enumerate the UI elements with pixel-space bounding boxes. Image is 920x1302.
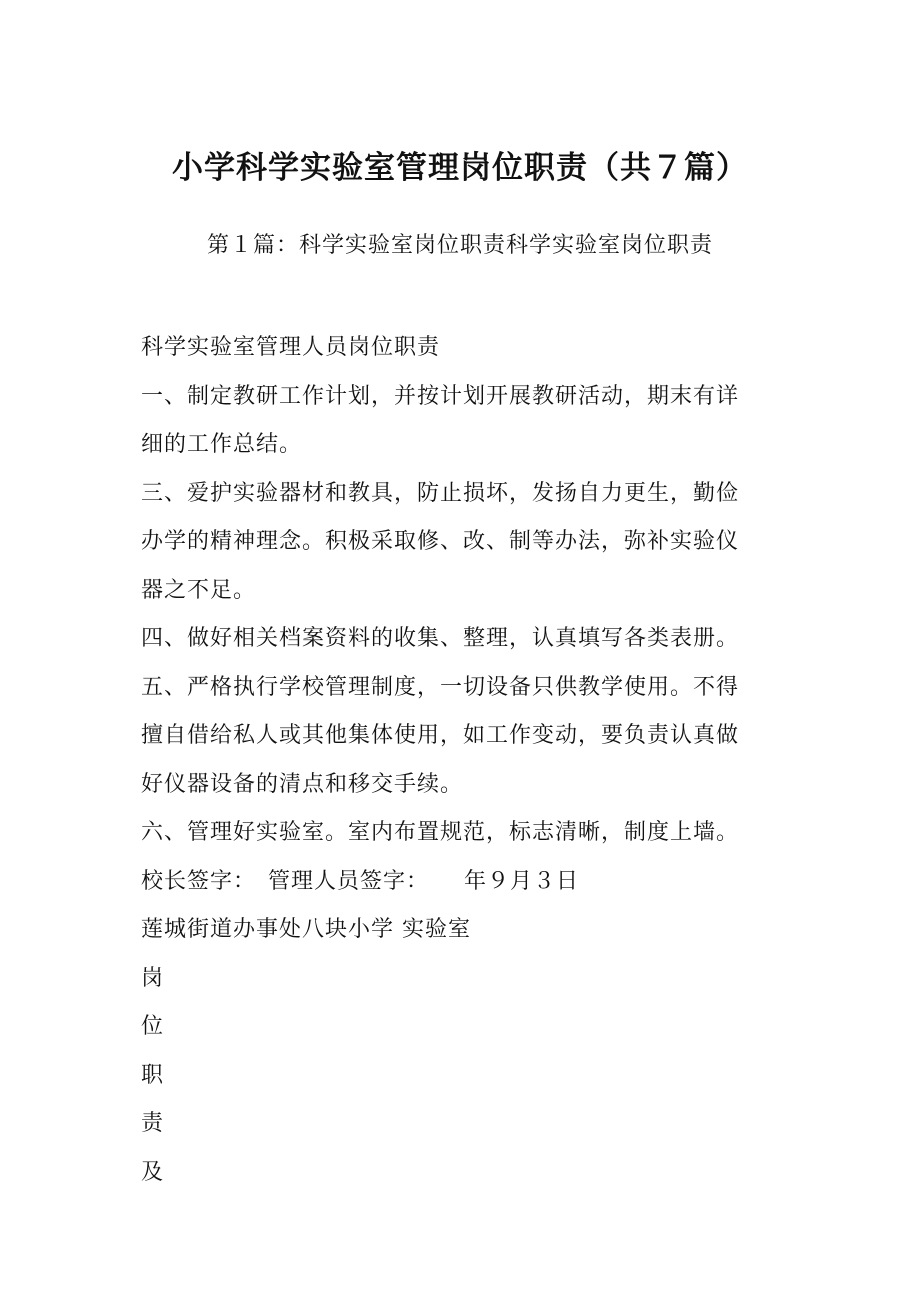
body-line: 器之不足。	[141, 577, 257, 603]
body-line: 三、爱护实验器材和教具，防止损坏，发扬自力更生，勤俭	[141, 480, 740, 506]
body-line: 六、管理好实验室。室内布置规范，标志清晰，制度上墙。	[141, 820, 740, 845]
body-line: 四、做好相关档案资料的收集、整理，认真填写各类表册。	[141, 626, 740, 651]
vertical-char: 岗	[141, 965, 165, 991]
document-title: 小学科学实验室管理岗位职责（共７篇）	[172, 150, 748, 186]
vertical-char: 职	[141, 1062, 165, 1088]
document-body	[141, 324, 801, 1197]
vertical-char: 责	[141, 1111, 165, 1136]
body-line: 办学的精神理念。积极采取修、改、制等办法，弥补实验仪	[141, 529, 740, 554]
body-line: 好仪器设备的清点和移交手续。	[141, 771, 464, 797]
body-line: 五、严格执行学校管理制度，一切设备只供教学使用。不得	[141, 674, 740, 700]
vertical-char: 位	[141, 1014, 165, 1039]
body-line: 科学实验室管理人员岗位职责	[141, 335, 441, 360]
body-line: 细的工作总结。	[141, 432, 303, 457]
body-line: 一、制定教研工作计划，并按计划开展教研活动，期末有详	[141, 383, 740, 409]
school-line: 莲城街道办事处八块小学 实验室	[141, 917, 471, 942]
signature-line: 校长签字： 管理人员签字： 年９月３日	[141, 868, 580, 894]
body-line: 擅自借给私人或其他集体使用，如工作变动，要负责认真做	[141, 723, 740, 748]
document-subtitle: 第１篇：科学实验室岗位职责科学实验室岗位职责	[206, 233, 713, 258]
vertical-char: 及	[141, 1159, 165, 1185]
